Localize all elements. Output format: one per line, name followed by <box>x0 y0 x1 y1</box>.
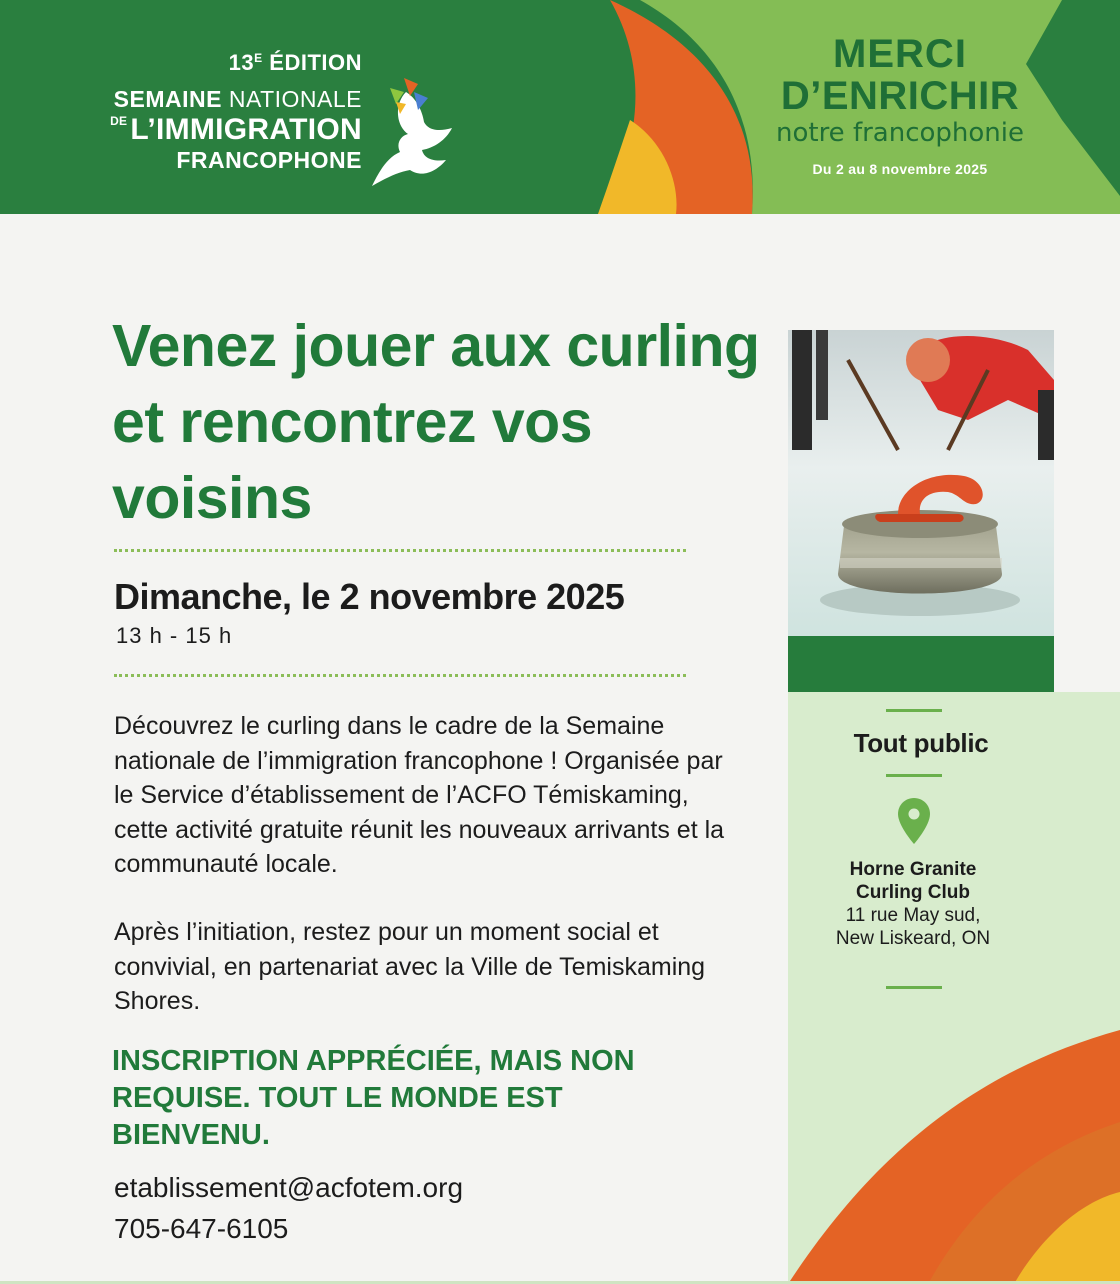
brand-line-2-text: L’IMMIGRATION <box>130 113 362 146</box>
edition-number: 13 <box>228 50 255 75</box>
contact-email[interactable]: etablissement@acfotem.org <box>114 1172 464 1203</box>
brand-line-1-bold: SEMAINE <box>113 86 222 112</box>
event-title: Venez jouer aux curling et rencontrez vos voisins <box>112 313 760 531</box>
venue-block <box>788 858 1038 950</box>
edition-suffix: E <box>254 51 263 65</box>
curling-stone-image <box>788 330 1054 636</box>
header-banner <box>0 0 1120 214</box>
dotted-divider <box>114 674 686 677</box>
brand-line-1 <box>110 88 362 111</box>
event-description: Découvrez le curling dans le cadre de la Semaine nationale de l’immigration francophone ! Organisée par le Service d’établissement de l’ACFO Témiskaming, cette activité gratuite réunit les nouveaux arrivants et la communauté locale. <box>114 712 725 878</box>
brand-line-3: FRANCOPHONE <box>176 147 362 173</box>
venue-address-line-1: 11 rue May sud, <box>845 905 981 926</box>
event-info-panel <box>788 692 1120 1284</box>
audience-label: Tout public <box>853 728 989 758</box>
info-divider <box>886 986 942 989</box>
event-description-followup: Après l’initiation, restez pour un moment social et convivial, en partenariat avec la Ville de Temiskaming Shores. <box>114 918 706 1015</box>
event-date: Dimanche, le 2 novembre 2025 <box>114 576 625 617</box>
event-time: 13 h - 15 h <box>116 623 233 648</box>
map-pin-icon <box>898 798 930 844</box>
brand-line-2 <box>110 115 362 145</box>
edition-text: ÉDITION <box>269 50 362 75</box>
event-week-dates: Du 2 au 8 novembre 2025 <box>812 161 988 177</box>
merci-line-1: MERCI <box>833 32 967 76</box>
brand-line-2-prefix: DE <box>110 114 128 128</box>
merci-line-2: D’ENRICHIR <box>780 74 1020 118</box>
info-divider <box>886 774 942 777</box>
contact-phone[interactable]: 705-647-6105 <box>114 1213 289 1244</box>
sidebar-accent-bar <box>788 636 1054 692</box>
brand-line-1-light: NATIONALE <box>228 86 362 112</box>
venue-name-line-1: Horne Granite <box>849 859 977 880</box>
dove-logo-icon <box>366 74 456 190</box>
edition-label <box>110 52 362 74</box>
merci-line-3: notre francophonie <box>775 118 1024 148</box>
merci-slogan <box>760 34 1040 176</box>
registration-note: INSCRIPTION APPRÉCIÉE, MAIS NON REQUISE. TOUT LE MONDE EST BIENVENU. <box>112 1045 635 1151</box>
corner-decoration <box>788 692 1120 1284</box>
dotted-divider <box>114 549 686 552</box>
venue-name-line-2: Curling Club <box>856 882 970 903</box>
event-brand <box>110 52 362 172</box>
curling-stone-photo <box>788 330 1054 636</box>
venue-address-line-2: New Liskeard, ON <box>835 928 991 949</box>
info-divider <box>886 709 942 712</box>
